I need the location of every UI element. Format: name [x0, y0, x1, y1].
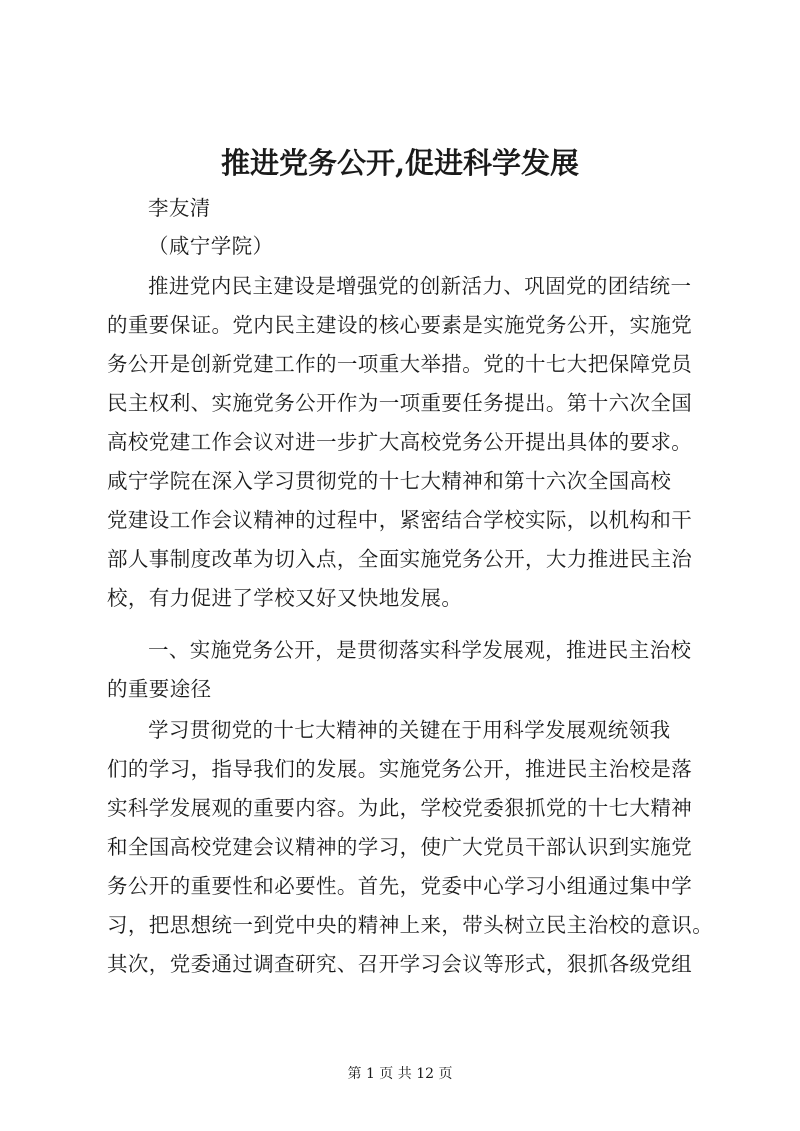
document-title: 推进党务公开,促进科学发展: [220, 146, 580, 180]
paragraph-line: 高校党建工作会议对进一步扩大高校党务公开提出具体的要求。: [107, 430, 693, 454]
paragraph-line: 民主权利、实施党务公开作为一项重要任务提出。第十六次全国: [107, 391, 693, 415]
paragraph-line: 的重要保证。党内民主建设的核心要素是实施党务公开，实施党: [107, 313, 693, 337]
paragraph-line: 其次，党委通过调查研究、召开学习会议等形式，狠抓各级党组: [107, 952, 693, 976]
paragraph-line: 和全国高校党建会议精神的学习，使广大党员干部认识到实施党: [107, 835, 693, 859]
paragraph-line: 推进党内民主建设是增强党的创新活力、巩固党的团结统一: [148, 274, 692, 298]
section-heading: 一、实施党务公开，是贯彻落实科学发展观，推进民主治校: [148, 638, 692, 662]
paragraph-line: 党建设工作会议精神的过程中，紧密结合学校实际，以机构和干: [107, 508, 693, 532]
section-heading: 的重要途径: [107, 677, 212, 701]
paragraph-line: 部人事制度改革为切入点，全面实施党务公开，大力推进民主治: [107, 547, 693, 571]
paragraph-line: 习，把思想统一到党中央的精神上来，带头树立民主治校的意识。: [107, 913, 714, 937]
author-affiliation: （咸宁学院）: [148, 234, 274, 258]
paragraph-line: 们的学习，指导我们的发展。实施党务公开，推进民主治校是落: [107, 757, 693, 781]
page-number: 第 1 页 共 12 页: [347, 1066, 453, 1082]
paragraph-line: 实科学发展观的重要内容。为此，学校党委狠抓党的十七大精神: [107, 796, 693, 820]
author-name: 李友清: [148, 196, 211, 220]
paragraph-line: 校，有力促进了学校又好又快地发展。: [107, 586, 463, 610]
paragraph-line: 务公开是创新党建工作的一项重大举措。党的十七大把保障党员: [107, 352, 693, 376]
paragraph-line: 咸宁学院在深入学习贯彻党的十七大精神和第十六次全国高校: [107, 469, 672, 493]
paragraph-line: 学习贯彻党的十七大精神的关键在于用科学发展观统领我: [148, 718, 671, 742]
paragraph-line: 务公开的重要性和必要性。首先，党委中心学习小组通过集中学: [107, 874, 693, 898]
